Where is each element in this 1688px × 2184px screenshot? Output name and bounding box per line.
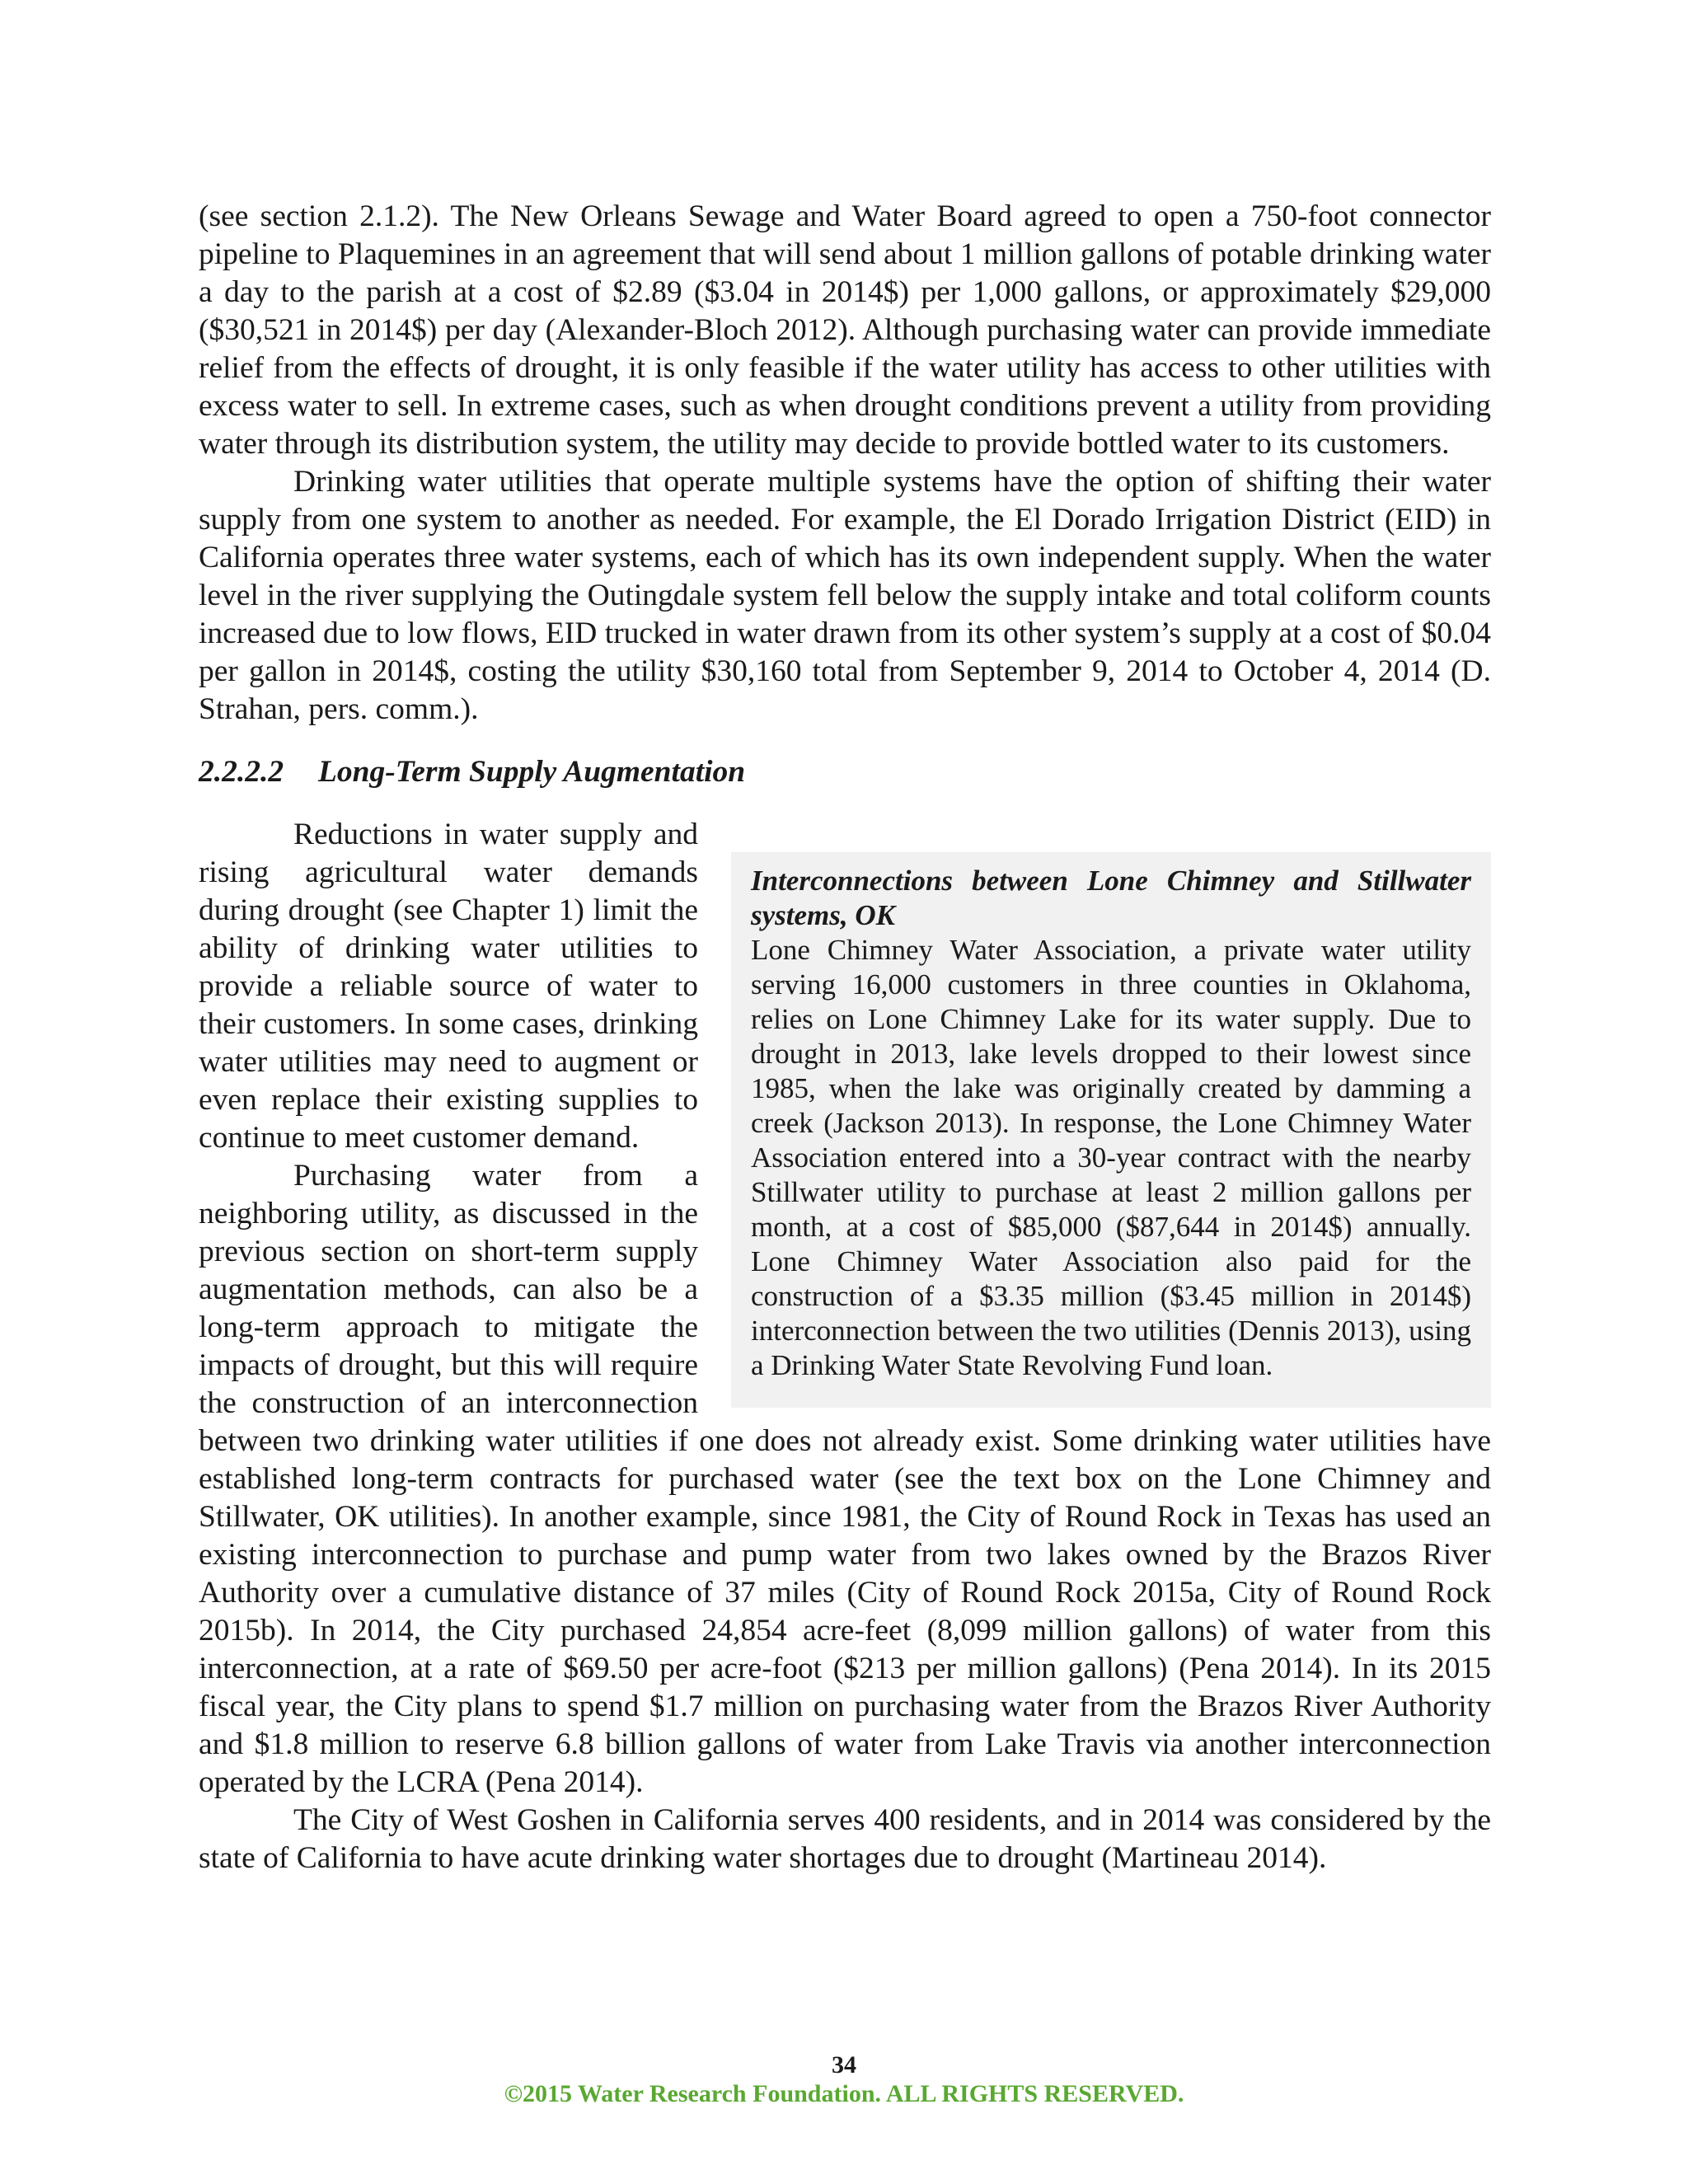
paragraph-purchasing-neighbor: Purchasing water from a neighboring utility, as discussed in the previous section on short-term supply augmentation methods, can also be a long-term approach to mitigate the impacts of drought, but this will require the construction of an interconnection between two drinking water utilities if one does not already exist. Some drinking water utilities have established long-term contracts for purchased water (see the text box on the Lone Chimney and Stillwater, OK utilities). In another example, since 1981, the City of Round Rock in Texas has used an existing interconnection to purchase and pump water from two lakes owned by the Brazos River Authority over a cumulative distance of 37 miles (City of Round Rock 2015a, City of Round Rock 2015b). In 2014, the City purchased 24,854 acre-feet (8,099 million gallons) of water from this interconnection, at a rate of $69.50 per acre-foot ($213 per million gallons) (Pena 2014). In its 2015 fiscal year, the City plans to spend $1.7 million on purchasing water from the Brazos River Authority and $1.8 million to reserve 6.8 billion gallons of water from Lake Travis via another interconnection operated by the LCRA (Pena 2014). <box>199 1159 1491 1799</box>
text-box-body: Lone Chimney Water Association, a private water utility serving 16,000 customers in three counties in Oklahoma, relies on Lone Chimney Lake for its water supply. Due to drought in 2013, lake levels dropped to their lowest since 1985, when the lake was originally created by damming a creek (Jackson 2013). In response, the Lone Chimney Water Association entered into a 30-year contract with the nearby Stillwater utility to purchase at least 2 million gallons per month, at a cost of $85,000 ($87,644 in 2014$) annually. Lone Chimney Water Association also paid for the construction of a $3.35 million ($3.45 million in 2014$) interconnection between the two utilities (Dennis 2013), using a Drinking Water State Revolving Fund loan. <box>751 934 1471 1381</box>
text-box-lone-chimney <box>731 852 1491 1408</box>
paragraph-reductions: Reductions in water supply and rising agricultural water demands during drought (see Chapter 1) limit the ability of drinking water utilities to provide a reliable source of water to their customers. In some cases, drinking water utilities may need to augment or even replace their existing supplies to continue to meet customer demand. <box>199 818 698 1155</box>
section-number: 2.2.2.2 <box>199 755 284 789</box>
section-title: Long-Term Supply Augmentation <box>318 755 746 789</box>
copyright-notice: ©2015 Water Research Foundation. ALL RIGHTS RESERVED. <box>504 2080 1184 2107</box>
paragraph-west-goshen: The City of West Goshen in California serves 400 residents, and in 2014 was considered by the state of California to have acute drinking water shortages due to drought (Martineau 2014). <box>199 1803 1491 1875</box>
page-number: 34 <box>832 2051 856 2079</box>
wrap-region <box>199 816 1491 1877</box>
page-content <box>199 198 1491 1877</box>
paragraph-multiple-systems: Drinking water utilities that operate multiple systems have the option of shifting their water supply from one system to another as needed. For example, the El Dorado Irrigation District (EID) in California operates three water systems, each of which has its own independent supply. When the water level in the river supplying the Outingdale system fell below the supply intake and total coliform counts increased due to low flows, EID trucked in water drawn from its other system’s supply at a cost of $0.04 per gallon in 2014$, costing the utility $30,160 total from September 9, 2014 to October 4, 2014 (D. Strahan, pers. comm.). <box>199 465 1491 726</box>
paragraph-purchasing-continued: (see section 2.1.2). The New Orleans Sewage and Water Board agreed to open a 750-foot connector pipeline to Plaquemines in an agreement that will send about 1 million gallons of potable drinking water a day to the parish at a cost of $2.89 ($3.04 in 2014$) per 1,000 gallons, or approximately $29,000 ($30,521 in 2014$) per day (Alexander-Bloch 2012). Although purchasing water can provide immediate relief from the effects of drought, it is only feasible if the water utility has access to other utilities with excess water to sell. In extreme cases, such as when drought conditions prevent a utility from providing water through its distribution system, the utility may decide to provide bottled water to its customers. <box>199 199 1491 461</box>
section-heading <box>199 753 1491 791</box>
text-box-title: Interconnections between Lone Chimney and Stillwater systems, OK <box>751 865 1471 931</box>
